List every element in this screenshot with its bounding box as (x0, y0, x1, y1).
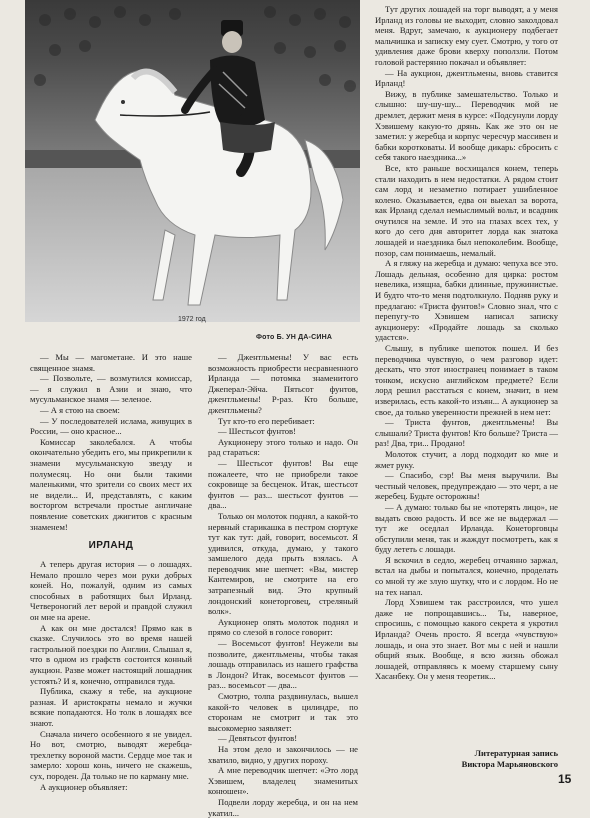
paragraph: Слышу, в публике шепоток пошел. И без переводчика чувствую, о чем разговор идет: дескать, что этот иностранец понимает в таком тонком, искусно английском предмете? Если лорд решил расстаться с конем, значит, в нем изверилась, есть какой-то изъян... А аукционер за свое, да только уверенности прежней в нем нет: (375, 343, 558, 417)
paragraph: Смотрю, толпа раздвинулась, вышел какой-то человек в цилиндре, по сторонам не смотрит и так это высокомерно заявляет: (208, 691, 358, 733)
paragraph: На этом дело и закончилось — не хватило, видно, у других пороху. (208, 743, 358, 765)
paragraph: А мне переводчик шепчет: «Это лорд Хэвишем, владелец знаменитых конюшен». (208, 765, 358, 797)
paragraph: — А думаю: только бы не «потерять лицо», не выдать свою радость. И все же не выдержал — тут же оседлал Ирланда. Конеторговцы обступили меня, так и жаждут посмотреть, как я буду лететь с лошади. (375, 501, 558, 555)
paragraph: А теперь другая история — о лошадях. Немало прошло через мои руки добрых коней. Но, пожалуй, одним из самых способных в работящих был Ирланд. Четвероногий лет верой и правдой служил он мне на арене. (30, 559, 192, 623)
paragraph: Сначала ничего особенного я не увидел. Но вот, смотрю, выводят жеребца-трехлетку вороной масти. Сердце мое так и замерло: хорош конь, ничего не скажешь, сух, породен. Да только не по карману мне. (30, 728, 192, 781)
column-right (375, 4, 558, 764)
paragraph: — Триста фунтов, джентльмены! Вы слышали? Триста фунтов! Кто больше? Триста — раз! Два, три... Продано! (375, 417, 558, 449)
paragraph: Лорд Хэвишем так расстроился, что ушел даже не попрощавшись... Ты, наверное, спросишь, с помощью какого секрета я укротил Ирланда? Очень просто. Я всегда «чувствую» лошадь, и она это знает. Вот мы с ней и нашли общий язык. Вообще, я всю жизнь обожал лошадей, отправляясь к моему старшему сыну Хасанбеку. Он у меня теоретик... (375, 597, 558, 682)
paragraph: Аукционеру этого только и надо. Он рад стараться: (208, 436, 358, 458)
paragraph: — Позвольте, — возмутился комиссар, — я служил в Азии и знаю, что мусульманское знамя — зеленое. (30, 373, 192, 405)
photo-year: 1972 год (178, 316, 206, 323)
paragraph: — Мы — магометане. И это наше священное знамя. (30, 352, 192, 373)
paragraph: Публика, скажу я тебе, на аукционе разная. И аристократы немало и жучки всякие попадаются. Но толк в лошадях все знают. (30, 686, 192, 728)
paragraph: — Спасибо, сэр! Вы меня выручили. Вы честный человек, предупреждаю — это черт, а не жеребец. Будьте осторожны! (375, 470, 558, 502)
paragraph: Тут других лошадей на торг выводят, а у меня Ирланд из головы не выходит, словно заколдовал меня. Вдруг, замечаю, к аукционеру подбегает мальчишка и записку ему сует. Смотрю, у того от удивления даже брови кверху поползли. Потом головой растерянно покачал и объявляет: (375, 4, 558, 67)
paragraph: Я вскочил в седло, жеребец отчаянно заржал, встал на дыбы и попытался, конечно, проделать со мной ту же злую шутку, что и с лордом. Но не на тех напал. (375, 554, 558, 597)
paragraph: А я гляжу на жеребца и думаю: чепуха все это. Лошадь дельная, особенно для цирка: ростом невелика, изящна, бабки длинные, пружинистые. И будто что-то меня подтолкнуло. Подняв руку и предлагаю: «Триста фунтов!» Словно знал, что с перепугу-то Хэвишем написал записку аукционеру: «Продайте лошадь за сколько удастся». (375, 258, 558, 343)
signature-line: Литературная запись (474, 748, 558, 758)
paragraph: Вижу, в публике замешательство. Только и слышно: шу-шу-шу... Переводчик мой не дремлет, держит меня в курсе: «Подсунули лорду Хэвишему какую-то дрянь. Как же это он не заметил: у жеребца и корпус чересчур массивен и бабки коротковаты. И вообще дикарь: сбросить с себя такого наездника...» (375, 88, 558, 163)
page-number: 15 (558, 772, 572, 786)
paragraph: — Шестьсот фунтов! Вы еще пожалеете, что не приобрели такое сокровище за бесценок. Итак, шестьсот фунтов — раз... шестьсот фунтов — два... (208, 457, 358, 511)
paragraph: — Шестьсот фунтов! (218, 426, 296, 437)
paragraph: Только он молоток поднял, а какой-то нервный старикашка в пестром сюртуке тут как тут: дай, говорит, восемьсот. Я удивился, откуда, думаю, у такого замшелого деда прыть взялась. А переводчик мне шепчет: «Вы, мистер Кантемиров, не смотрите на его затрапезный вид. Это крупный лондонский конеторговец, стреляный волк». (208, 510, 358, 617)
paragraph: Подвели лорду жеребца, и он на нем укатил... (208, 796, 358, 818)
paragraph: Тут кто-то его перебивает: (218, 415, 315, 426)
paragraph: — У последователей ислама, живущих в России, — оно красное... (30, 415, 192, 437)
paragraph: Все, кто раньше восхищался конем, теперь стали находить в нем недостатки. А рядом стоит сам лорд и незаметно потирает ушибленное колено. Оказывается, едва он выехал за ворота, как Ирланд сделал немыслимый вольт, и всадник очутился на земле. И это на глазах всех тех, у кого до сего дня авторитет лорда как знатока лошадей и наездника был непоколебим. Вообще, позор, сам понимаешь, немалый. (375, 162, 558, 258)
signature-author: Виктора Марьяновского (461, 759, 558, 769)
circus-rider-photo (25, 0, 360, 322)
paragraph: — А я стою на своем: (40, 404, 120, 415)
paragraph: — На аукцион, джентльмены, вновь ставится Ирланд! (375, 67, 558, 89)
rider-on-white-horse-illustration (25, 0, 360, 322)
paragraph: А аукционер объявляет: (40, 781, 128, 792)
photo-credit: Фото Б. УН ДА-СИНА (256, 334, 333, 341)
paragraph: Молоток стучит, а лорд подходит ко мне и жмет руку. (375, 448, 558, 470)
paragraph: Комиссар заколебался. А чтобы окончательно убедить его, мы прикрепили к знамени мусульманскую звезду и полумесяц. Но они были такими маленькими, что зрители со своих мест их не видели... И, представлять, с каким восторгом встречали простые англичане появление советских джигитов с красным знаменем! (30, 436, 192, 532)
column-left (30, 352, 192, 792)
paragraph: — Восемьсот фунтов! Неужели вы позволите, джентльмены, чтобы такая лошадь отправилась из нашего графства в Лондон? Итак, восемьсот фунтов — раз... восемьсот — два... (208, 638, 358, 691)
author-signature (375, 748, 558, 770)
paragraph: — Джентльмены! У вас есть возможность приобрести несравненного Ирланда — потомка знаменитого Джеперал-Эйча. Пятьсот фунтов, джентльмены! Р-раз. Кто больше, джентльмены? (208, 352, 358, 415)
column-middle (208, 352, 358, 818)
paragraph: Аукционер опять молоток поднял и прямо со слезой в голосе говорит: (208, 616, 358, 638)
section-heading: ИРЛАНД (88, 540, 134, 552)
paragraph: — Девятьсот фунтов! (218, 733, 298, 744)
paragraph: А как он мне достался! Прямо как в сказке. Случилось это во время нашей гастрольной поездки по Англии. Слышал я, что в одном из графств состоится конный аукцион. Разве может настоящий лошадник устоять? И я, конечно, отправился туда. (30, 622, 192, 686)
